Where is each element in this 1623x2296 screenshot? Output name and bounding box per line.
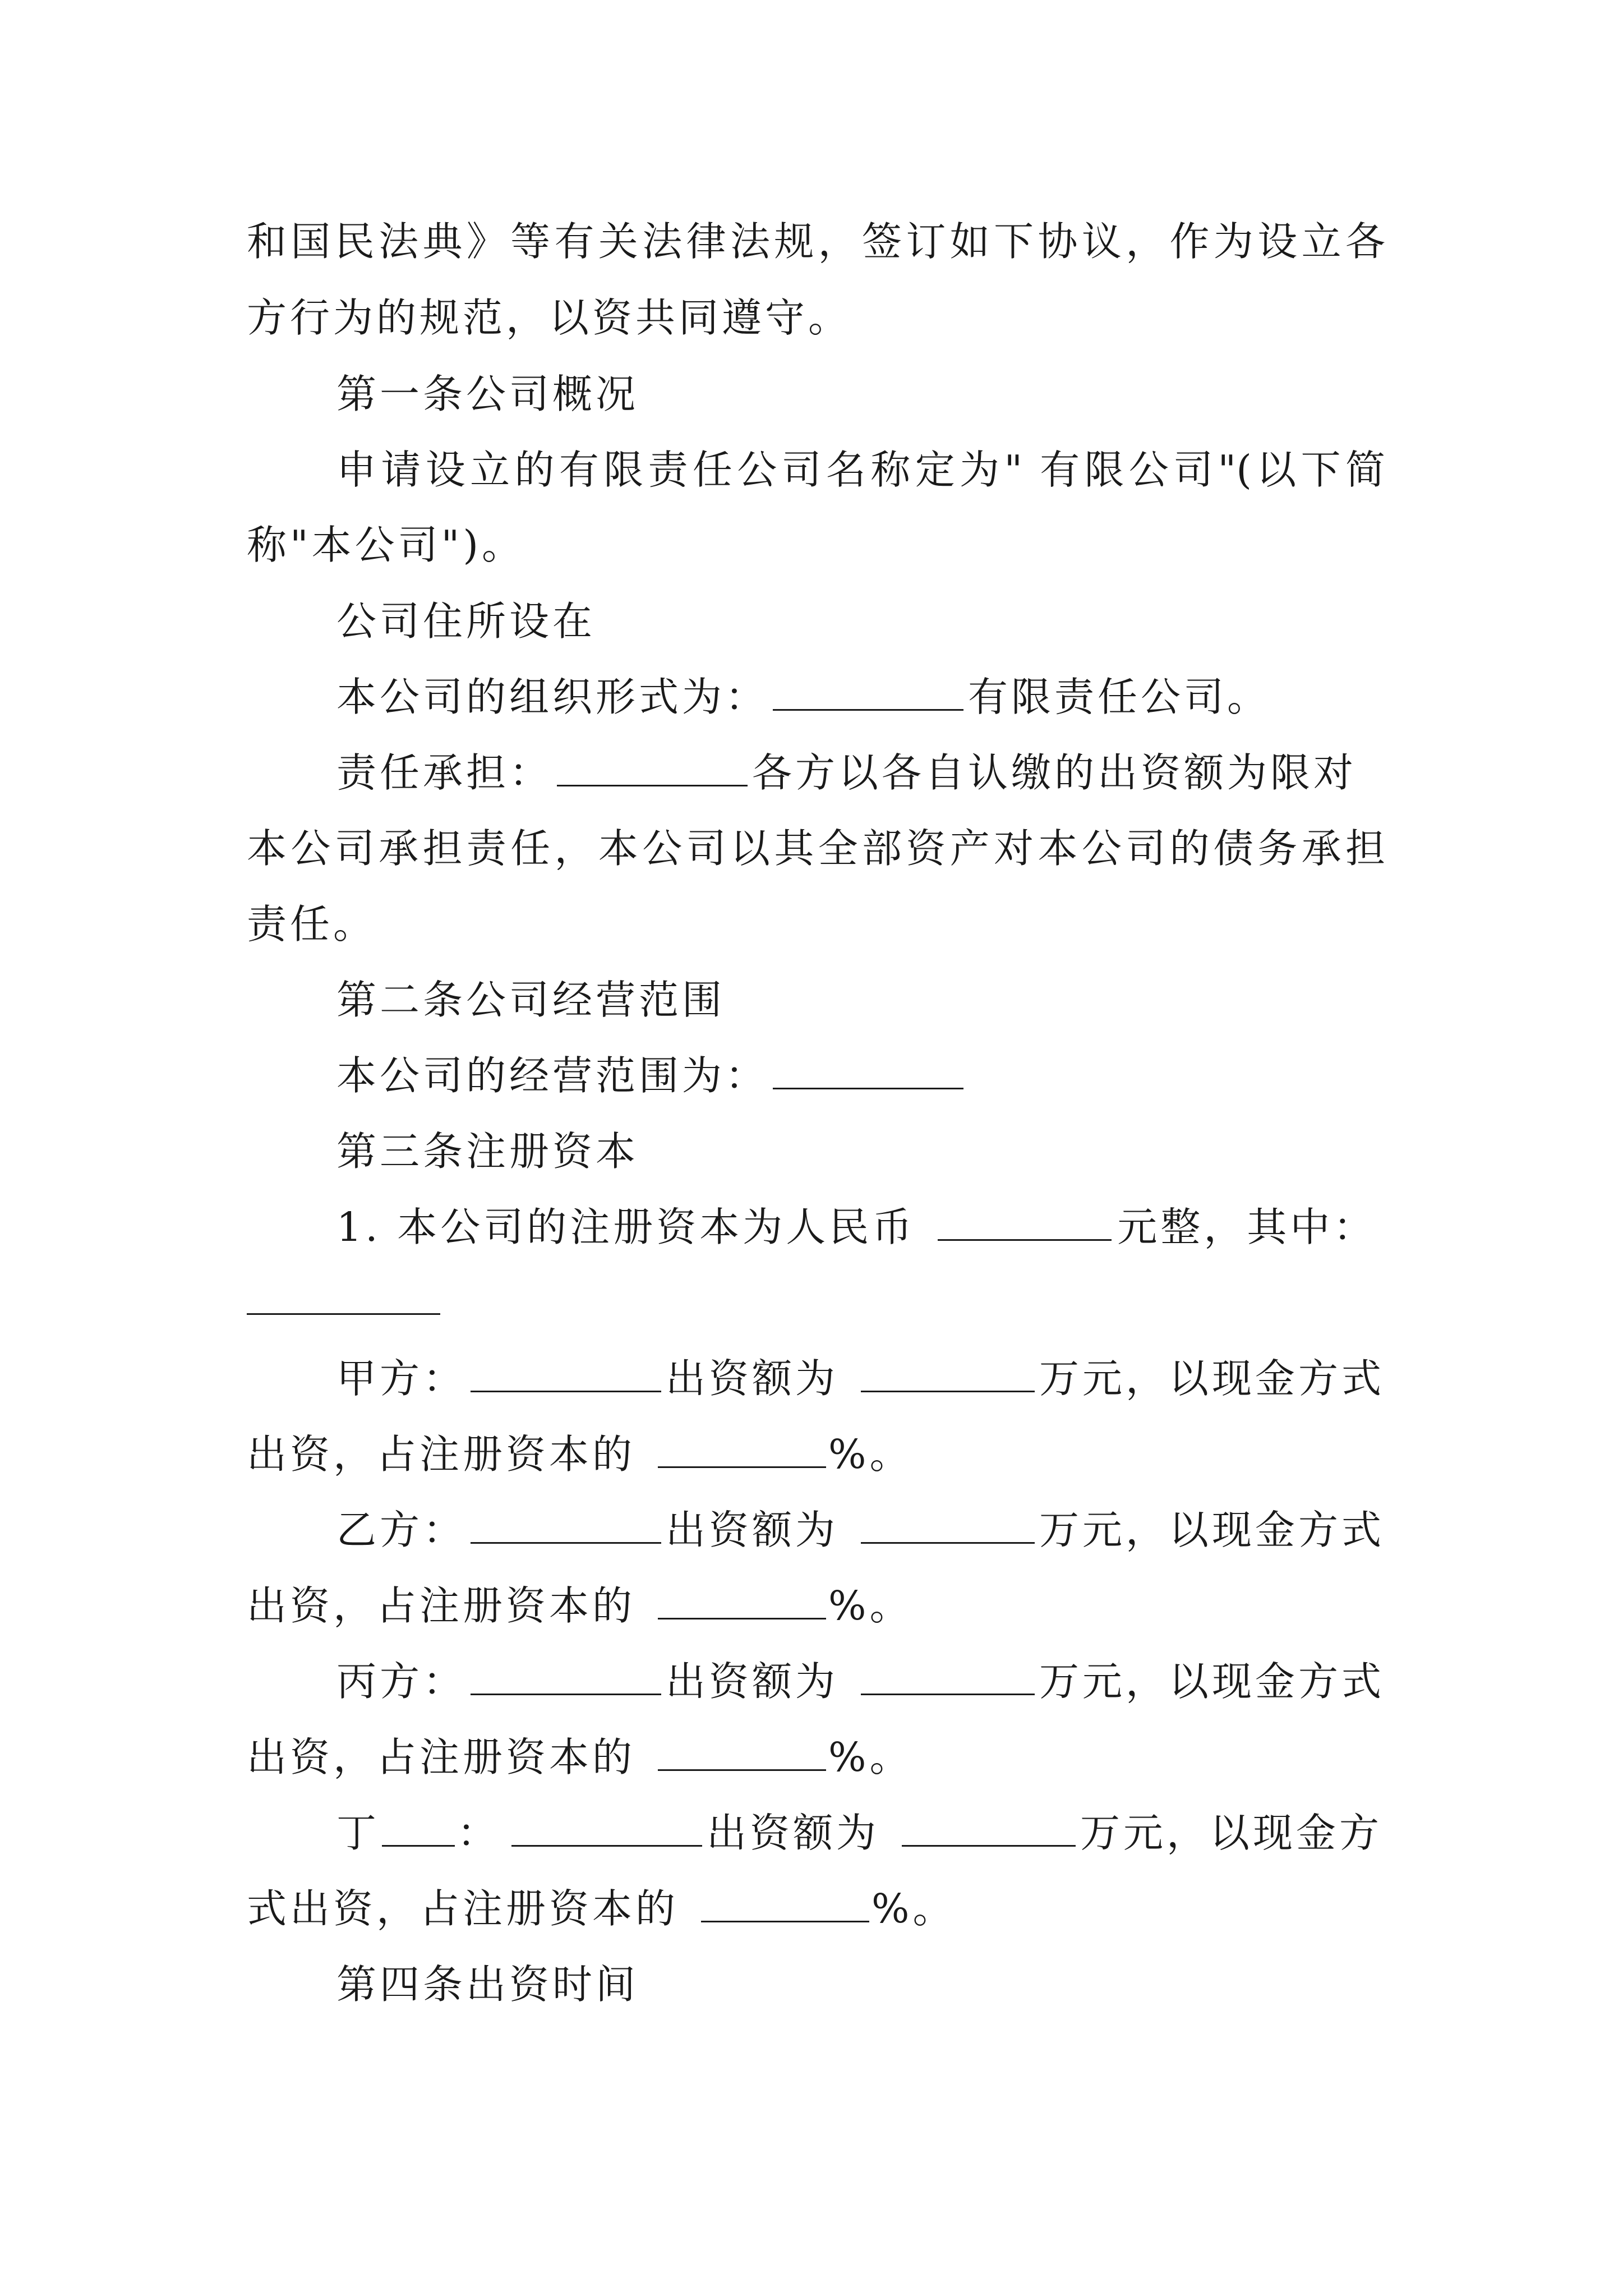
blank-field: [471, 1503, 661, 1544]
partner-line-a-cont: 出资，占注册资本的 %。: [247, 1427, 1385, 1483]
section-heading-2: 第二条公司经营范围: [336, 977, 726, 1023]
partner-line-b: 乙方： 出资额为 万元，以现金方式: [336, 1502, 1385, 1558]
blank-field: [773, 1048, 963, 1089]
blank-field: [382, 1806, 455, 1847]
paragraph-line: 责任。: [247, 901, 377, 947]
partner-line-d: 丁 ： 出资额为 万元，以现金方: [336, 1805, 1385, 1861]
blank-field: [471, 1654, 661, 1695]
section-heading-3: 第三条注册资本: [336, 1128, 639, 1175]
paragraph-line: [247, 1273, 1385, 1329]
paragraph-line: 本公司承担责任，本公司以其全部资产对本公司的债务承担: [247, 825, 1385, 872]
partner-line-c: 丙方： 出资额为 万元，以现金方式: [336, 1654, 1385, 1710]
blank-field: [861, 1351, 1035, 1392]
paragraph-line: 方行为的规范，以资共同遵守。: [247, 295, 852, 341]
section-heading-1: 第一条公司概况: [336, 371, 639, 417]
partner-line-a: 甲方： 出资额为 万元，以现金方式: [336, 1351, 1385, 1407]
paragraph-line: 和国民法典》等有关法律法规，签订如下协议，作为设立各: [247, 218, 1385, 265]
paragraph-line: 公司住所设在: [336, 598, 596, 645]
blank-field: [902, 1806, 1076, 1847]
blank-field: [511, 1806, 702, 1847]
partner-line-d-cont: 式出资，占注册资本的 %。: [247, 1881, 1385, 1937]
paragraph-line: 责任承担： 各方以各自认缴的出资额为限对: [336, 745, 1385, 801]
section-heading-4: 第四条出资时间: [336, 1961, 639, 2008]
paragraph-line: 本公司的经营范围为：: [336, 1048, 1385, 1104]
partner-line-c-cont: 出资，占注册资本的 %。: [247, 1729, 1385, 1786]
paragraph-line: 申请设立的有限责任公司名称定为" 有限公司"(以下简: [336, 447, 1385, 493]
blank-field: [861, 1503, 1035, 1544]
blank-field: [471, 1351, 661, 1392]
blank-field: [658, 1730, 826, 1771]
blank-field: [938, 1200, 1112, 1241]
blank-field: [701, 1881, 869, 1922]
blank-field: [658, 1427, 826, 1468]
paragraph-line: 称"本公司")。: [247, 522, 525, 568]
partner-line-b-cont: 出资，占注册资本的 %。: [247, 1578, 1385, 1634]
blank-field: [773, 670, 963, 711]
blank-field: [247, 1274, 440, 1315]
paragraph-line: 本公司的组织形式为： 有限责任公司。: [336, 669, 1385, 725]
blank-field: [861, 1654, 1035, 1695]
blank-field: [658, 1579, 826, 1619]
paragraph-line: 1. 本公司的注册资本为人民币 元整，其中：: [336, 1199, 1385, 1255]
blank-field: [557, 746, 748, 786]
